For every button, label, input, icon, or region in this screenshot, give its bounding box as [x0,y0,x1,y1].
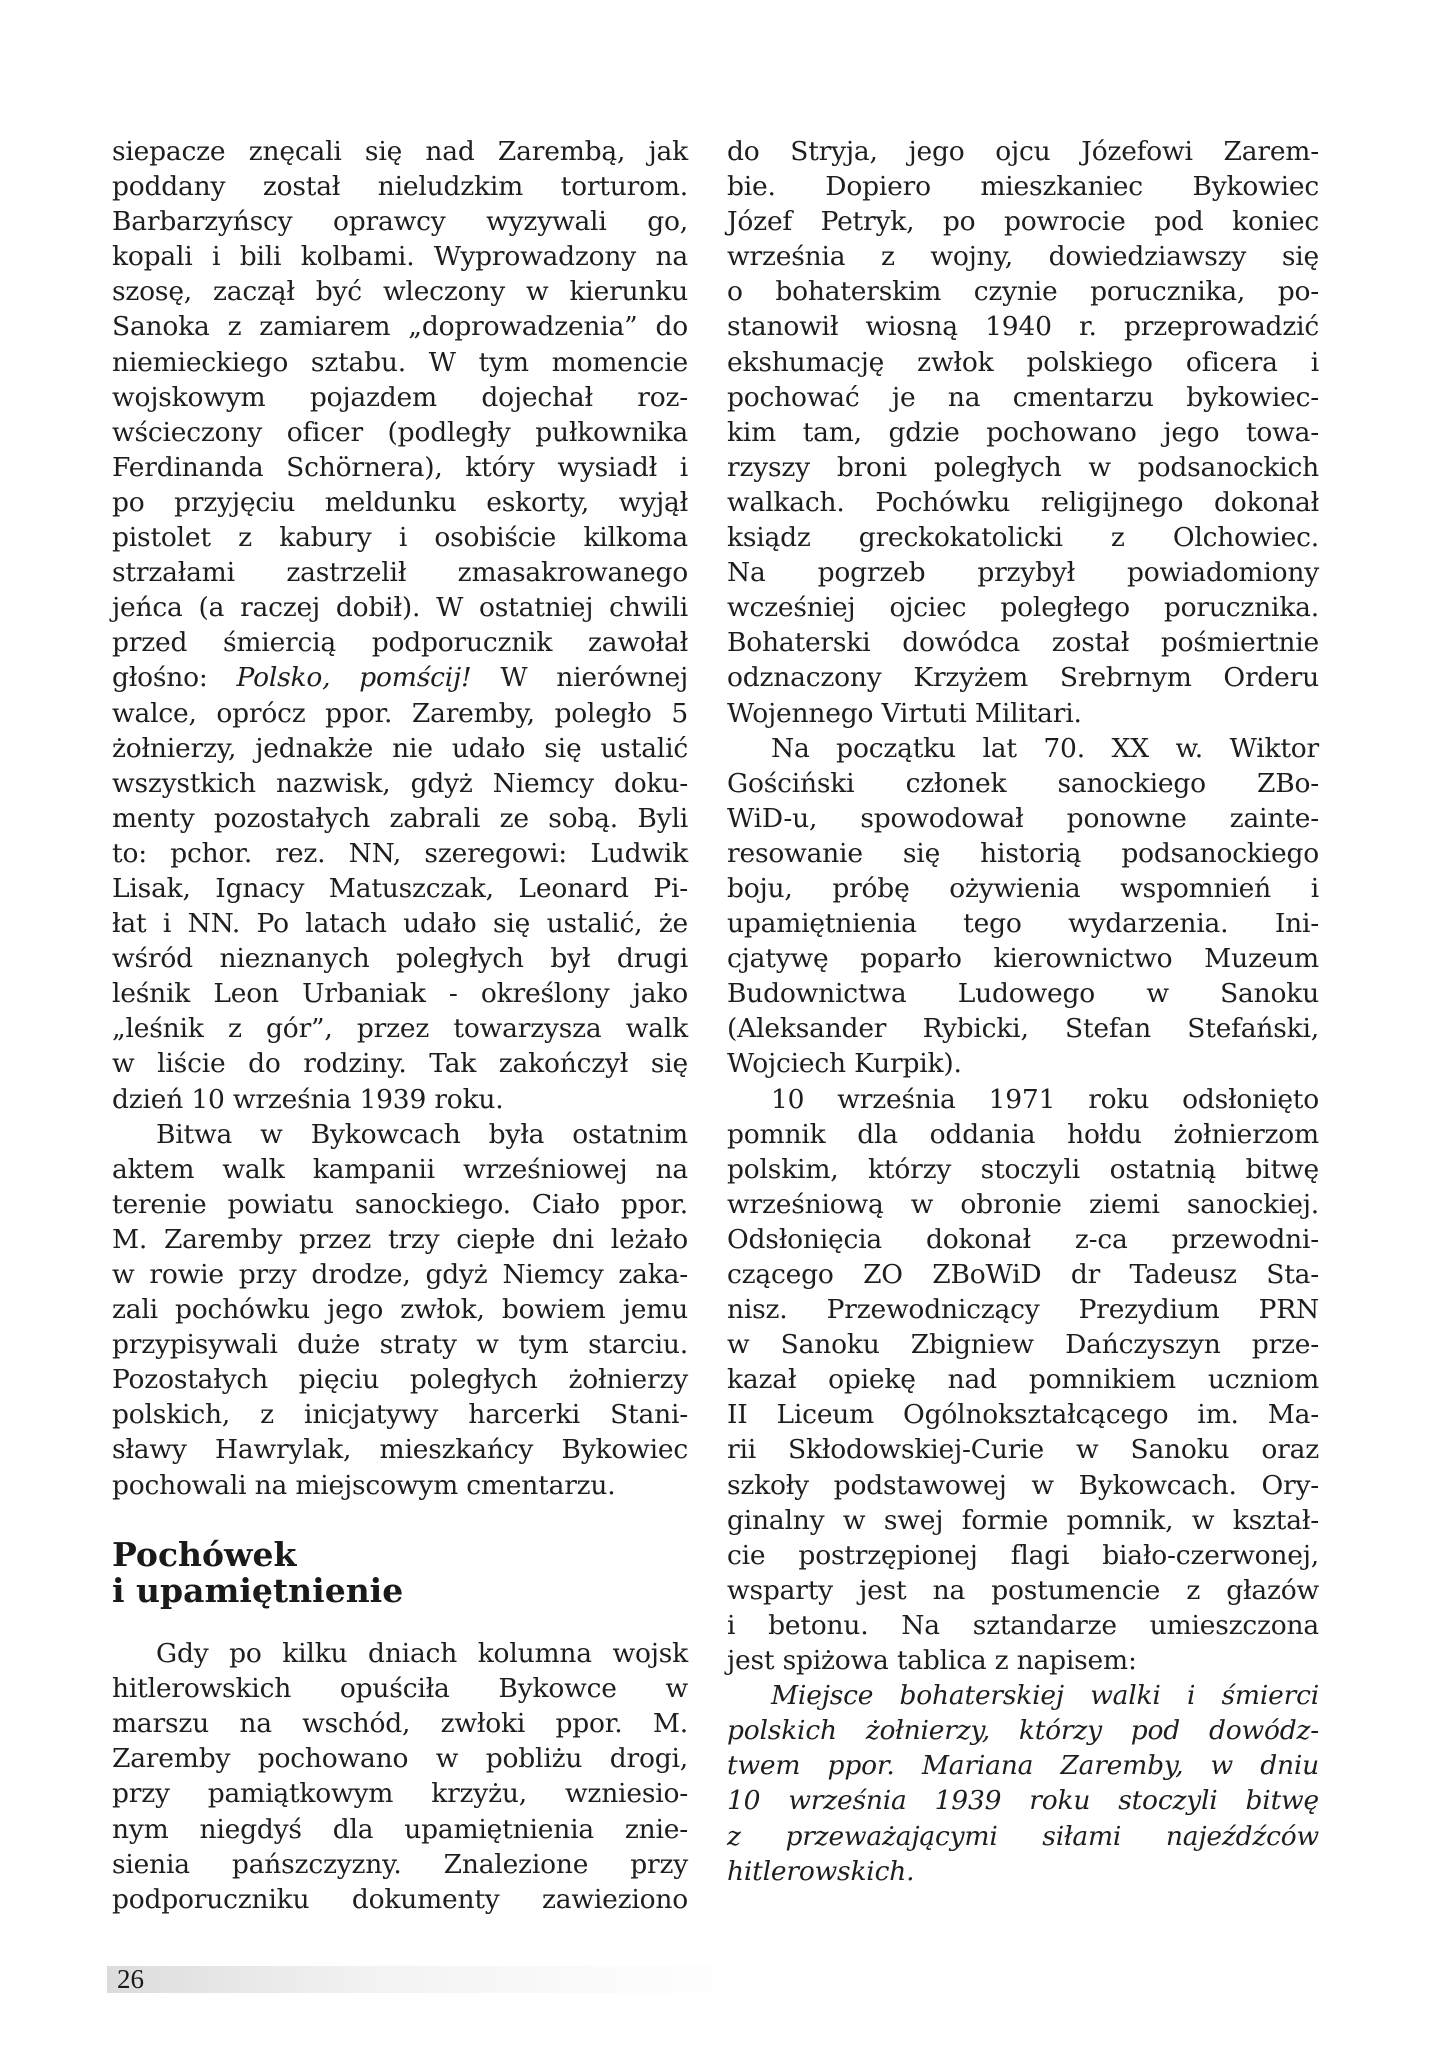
text-line: Józef Petryk, po powrocie pod koniec [727,206,1319,238]
text-line: marszu na wschód, zwłoki ppor. M. [112,1708,688,1740]
left-column [112,134,688,1917]
footer-gradient-bar [107,1966,1007,1993]
text-line: jeńca (a raczej dobił). W ostatniej chwili [112,592,688,624]
text-line: 10 września 1971 roku odsłonięto [771,1083,1319,1115]
text-line: zali pochówku jego zwłok, bowiem jemu [112,1294,688,1326]
text-line: bie. Dopiero mieszkaniec Bykowiec [727,171,1319,203]
text-line: ksiądz greckokatolicki z Olchowiec. [727,522,1319,554]
text-line: cjatywę poparło kierownictwo Muzeum [727,943,1319,975]
text-line: II Liceum Ogólnokształcącego im. Ma- [727,1399,1319,1431]
text-line: Pozostałych pięciu poległych żołnierzy [112,1364,688,1396]
text-line: Lisak, Ignacy Matuszczak, Leonard Pi- [112,872,688,904]
text-line: wrześniową w obronie ziemi sanockiej. [727,1188,1319,1220]
text-line: WiD-u, spowodował ponowne zainte- [727,802,1319,834]
text-line: leśnik Leon Urbaniak - określony jako [112,978,688,1010]
text-line: Wojennego Virtuti Militari. [727,697,1082,729]
text-line: polskich żołnierzy, którzy pod dowódz- [727,1715,1319,1747]
heading-line: i upamiętnienie [112,1570,404,1610]
text-fragment: głośno: [112,662,237,694]
paragraph-1970s-initiative [727,731,1319,1082]
plaque-inscription [727,1678,1319,1889]
text-line: M. Zaremby przez trzy ciepłe dni leżało [112,1223,688,1255]
text-line: terenie powiatu sanockiego. Ciało ppor. [112,1188,688,1220]
paragraph-burial [112,1636,688,1917]
text-line: wcześniej ojciec poległego porucznika. [727,592,1319,624]
text-line: pistolet z kabury i osobiście kilkoma [112,522,688,554]
text-line: twem ppor. Mariana Zaremby, w dniu [727,1750,1319,1782]
text-line: rii Skłodowskiej-Curie w Sanoku oraz [727,1434,1319,1466]
text-line: do Stryja, jego ojcu Józefowi Zarem- [727,136,1319,167]
right-column [727,134,1319,1889]
paragraph-battle-aftermath [112,1117,688,1503]
text-line: przypisywali duże straty w tym starciu. [112,1329,688,1361]
text-line: nym niegdyś dla upamiętnienia znie- [112,1813,688,1845]
text-line: Bitwa w Bykowcach była ostatnim [156,1118,688,1150]
text-line: „leśnik z gór”, przez towarzysza walk [112,1013,688,1045]
text-line: Budownictwa Ludowego w Sanoku [727,978,1319,1010]
paragraph-monument [727,1082,1319,1679]
text-line: walkach. Pochówku religijnego dokonał [727,486,1319,518]
text-line: Ferdinanda Schörnera), który wysiadł i [112,451,688,483]
text-line: o bohaterskim czynie porucznika, po- [727,276,1319,308]
text-line: łat i NN. Po latach udało się ustalić, że [112,908,688,940]
text-line: wśród nieznanych poległych był drugi [112,943,688,975]
text-line: czącego ZO ZBoWiD dr Tadeusz Sta- [727,1259,1319,1290]
text-line: kopali i bili kolbami. Wyprowadzony na [112,241,688,273]
text-line: Na początku lat 70. XX w. Wiktor [771,732,1319,764]
text-line: i betonu. Na sztandarze umieszczona [727,1609,1319,1641]
section-heading [112,1534,688,1610]
text-line: Gościński członek sanockiego ZBo- [727,767,1319,799]
text-line: polskich, z inicjatywy harcerki Stani- [112,1399,688,1431]
text-line: wojskowym pojazdem dojechał roz- [112,381,688,413]
text-line: przed śmiercią podporucznik zawołał [112,627,688,659]
text-line: Odsłonięcia dokonał z-ca przewodni- [727,1223,1319,1255]
text-line: Sanoka z zamiarem „doprowadzenia” do [112,311,688,343]
text-line: w rowie przy drodze, gdyż Niemcy zaka- [112,1259,688,1290]
text-line: to: pchor. rez. NN, szeregowi: Ludwik [112,837,688,869]
text-line: Na pogrzeb przybył powiadomiony [727,557,1319,589]
text-line: kazał opiekę nad pomnikiem uczniom [727,1364,1319,1396]
text-line: wsparty jest na postumencie z głazów [727,1574,1319,1606]
text-line: września z wojny, dowiedziawszy się [727,241,1319,273]
heading-line: Pochówek [112,1534,297,1574]
text-line: (Aleksander Rybicki, Stefan Stefański, [727,1013,1319,1045]
text-line: Zaremby pochowano w pobliżu drogi, [112,1743,688,1775]
text-line: przy pamiątkowym krzyżu, wzniesio- [112,1778,688,1810]
text-line: Wojciech Kurpik). [727,1048,962,1080]
text-line: sienia pańszczyzny. Znalezione przy [112,1848,688,1880]
text-line: z przeważającymi siłami najeźdźców [727,1820,1319,1852]
text-line: boju, próbę ożywienia wspomnień i [727,872,1319,904]
text-line: szosę, zaczął być wleczony w kierunku [112,276,688,308]
page-number: 26 [117,1964,144,1994]
text-line: 10 września 1939 roku stoczyli bitwę [727,1785,1319,1817]
text-line: Bohaterski dowódca został pośmiertnie [727,627,1319,659]
text-line: siepacze znęcali się nad Zarembą, jak [112,136,688,167]
paragraph-torture-and-death [112,134,688,1117]
text-line: pochowali na miejscowym cmentarzu. [112,1469,616,1501]
text-line: szkoły podstawowej w Bykowcach. Ory- [727,1469,1319,1501]
text-line: polskim, którzy stoczyli ostatnią bitwę [727,1153,1319,1185]
text-line: stanowił wiosną 1940 r. przeprowadzić [727,311,1319,343]
paragraph-exhumation [727,134,1319,731]
text-line: sławy Hawrylak, mieszkańcy Bykowiec [112,1434,688,1466]
text-line: Gdy po kilku dniach kolumna wojsk [156,1638,688,1670]
text-line: żołnierzy, jednakże nie udało się ustalić [112,732,688,764]
text-fragment: W nierównej [471,662,688,694]
text-line: wścieczony oficer (podległy pułkownika [112,416,688,448]
italic-quote: Polsko, pomścij! [236,662,472,694]
text-line: Barbarzyńscy oprawcy wyzywali go, [112,206,688,238]
text-line: strzałami zastrzelił zmasakrowanego [112,557,688,589]
text-line: cie postrzępionej flagi biało-czerwonej, [727,1539,1319,1571]
text-line: hitlerowskich opuściła Bykowce w [112,1673,688,1705]
text-line: hitlerowskich. [727,1855,915,1887]
text-line: podporuczniku dokumenty zawieziono [112,1883,688,1915]
text-line: rzyszy broni poległych w podsanockich [727,451,1319,483]
text-line: nisz. Przewodniczący Prezydium PRN [727,1294,1319,1326]
text-line: dzień 10 września 1939 roku. [112,1083,504,1115]
text-line: po przyjęciu meldunku eskorty, wyjął [112,486,688,518]
text-line: Miejsce bohaterskiej walki i śmierci [771,1680,1319,1712]
text-line: upamiętnienia tego wydarzenia. Ini- [727,908,1319,940]
text-line: poddany został nieludzkim torturom. [112,171,688,203]
text-line: menty pozostałych zabrali ze sobą. Byli [112,802,688,834]
text-line: walce, oprócz ppor. Zaremby, poległo 5 [112,697,688,729]
text-line: niemieckiego sztabu. W tym momencie [112,346,688,378]
text-line: resowanie się historią podsanockiego [727,837,1319,869]
text-line: ginalny w swej formie pomnik, w kształ- [727,1504,1319,1536]
text-line: ekshumację zwłok polskiego oficera i [727,346,1319,378]
text-line: pochować je na cmentarzu bykowiec- [727,381,1319,413]
text-line: kim tam, gdzie pochowano jego towa- [727,416,1319,448]
text-line: w liście do rodziny. Tak zakończył się [112,1048,688,1080]
text-line-with-quote [112,660,688,695]
text-line: aktem walk kampanii wrześniowej na [112,1153,688,1185]
text-line: jest spiżowa tablica z napisem: [727,1645,1137,1677]
text-line: w Sanoku Zbigniew Dańczyszyn prze- [727,1329,1319,1361]
text-line: pomnik dla oddania hołdu żołnierzom [727,1118,1319,1150]
text-line: wszystkich nazwisk, gdyż Niemcy doku- [112,767,688,799]
text-line: odznaczony Krzyżem Srebrnym Orderu [727,662,1319,694]
